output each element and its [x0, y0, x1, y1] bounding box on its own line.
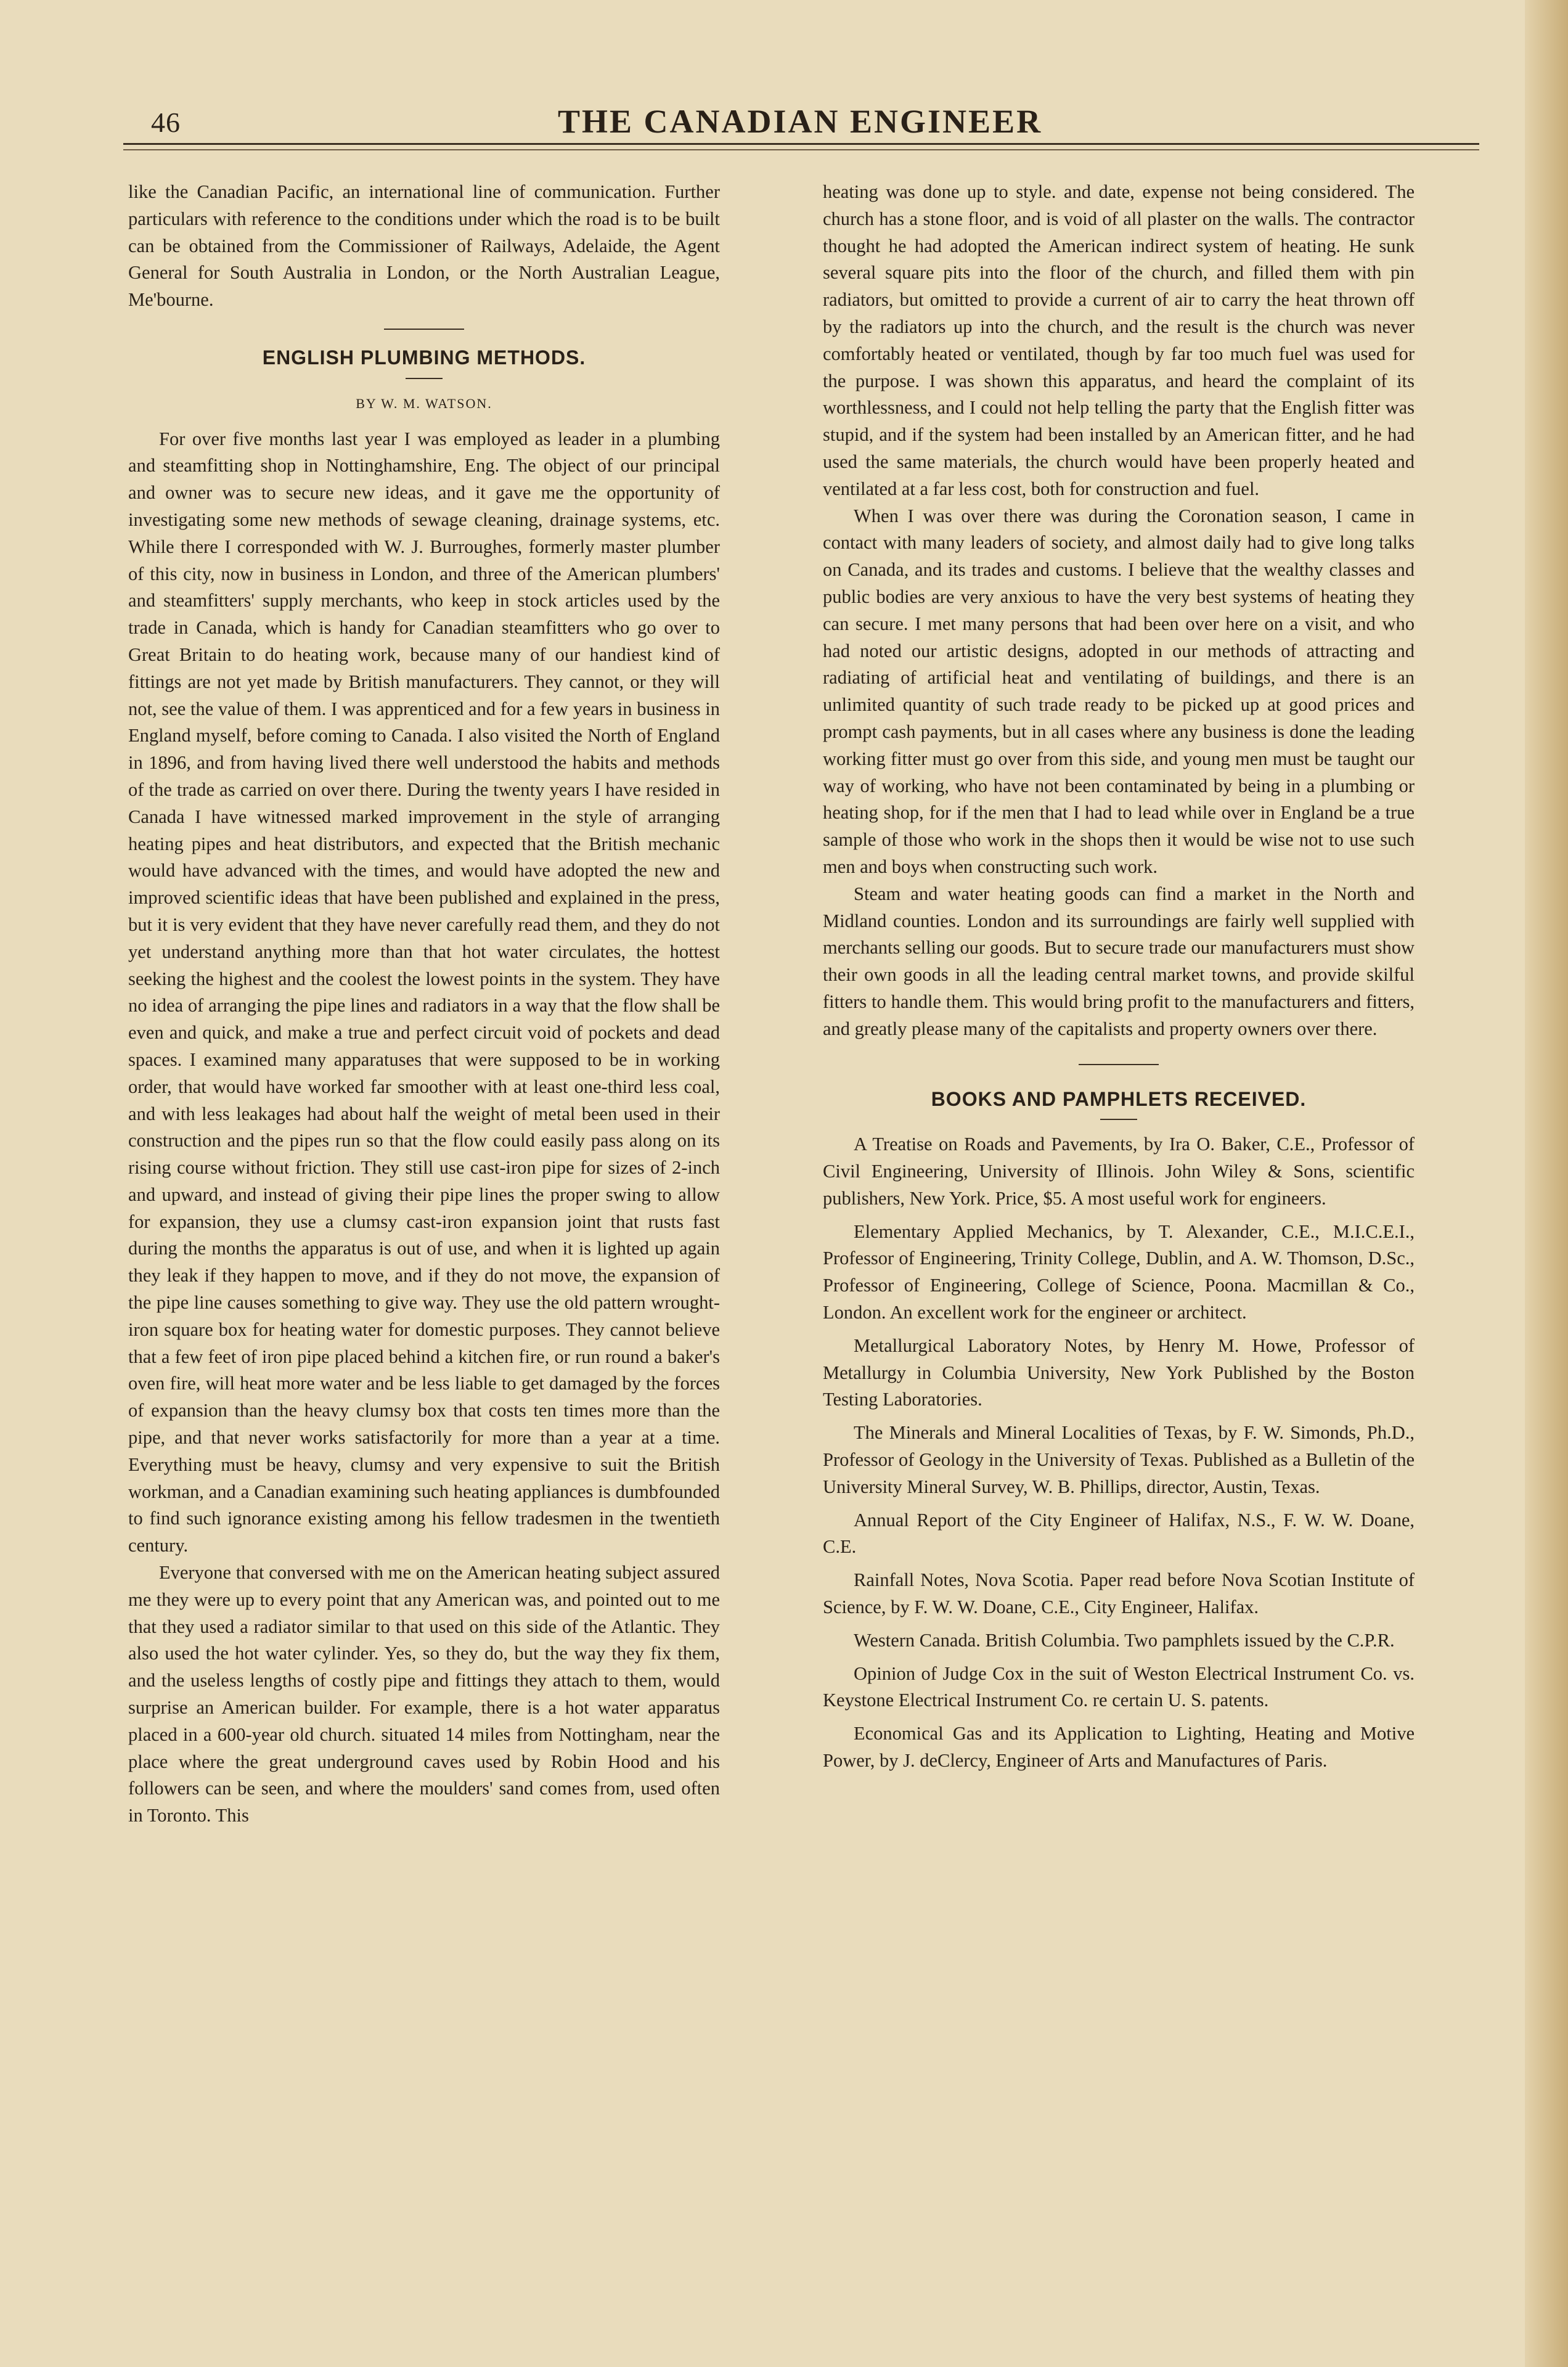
page-edge-shadow — [1525, 0, 1568, 2367]
section-divider — [384, 329, 464, 330]
continued-paragraph: like the Canadian Pacific, an international line of communication. Further particulars with reference to the conditions under which the road is to be built can be obtained from the Commissioner of Railways, Adelaide, the Agent General for South Australia in London, or the North Australian League, Me'bourne. — [128, 181, 720, 311]
book-entry: Western Canada. British Columbia. Two pamphlets issued by the C.P.R. — [854, 1629, 1395, 1651]
page-header — [123, 92, 1479, 148]
left-column — [128, 179, 720, 1829]
book-entry: Elementary Applied Mechanics, by T. Alexander, C.E., M.I.C.E.I., Professor of Engineering, Trinity College, Dublin, and A. W. Thomson, D.Sc., Professor of Engineering, College of Science, Poona. Macmillan & Co., London. An excellent work for the engineer or architect. — [823, 1220, 1415, 1323]
book-entry: Metallurgical Laboratory Notes, by Henry M. Howe, Professor of Metallurgy in Columbia University, New York Published by the Boston Testing Laboratories. — [823, 1335, 1415, 1410]
book-entry: Economical Gas and its Application to Lighting, Heating and Motive Power, by J. deClercy, Engineer of Arts and Manufactures of Paris. — [823, 1723, 1415, 1772]
header-rule-thin — [123, 149, 1479, 150]
page-number: 46 — [151, 107, 181, 138]
book-entry: Opinion of Judge Cox in the suit of Weston Electrical Instrument Co. vs. Keystone Electrical Instrument Co. re certain U. S. patents. — [823, 1662, 1415, 1711]
article-paragraph: heating was done up to style. and date, expense not being considered. The church has a stone floor, and is void of all plaster on the walls. The contractor thought he had adopted the American indirect system of heating. He sunk several square pits into the floor of the church, and filled them with pin radiators, but omitted to provide a current of air to carry the heat thrown off by the radiators up into the church, and the result is the church was never comfortably heated or ventilated, though by far too much fuel was used for the purpose. I was shown this apparatus, and heard the complaint of its worthlessness, and I could not help telling the party that the English fitter was stupid, and if the system had been installed by an American fitter, and he had used the same materials, the church would have been properly heated and ventilated at a far less cost, both for construction and fuel. — [823, 181, 1415, 499]
book-entry: A Treatise on Roads and Pavements, by Ira O. Baker, C.E., Professor of Civil Engineering, University of Illinois. John Wiley & Sons, scientific publishers, New York. Price, $5. A most useful work for engineers. — [823, 1134, 1415, 1209]
header-rule — [123, 143, 1479, 145]
article-paragraph: When I was over there was during the Coronation season, I came in contact with many leaders of society, and almost daily had to give long talks on Canada, and its trades and customs. I believe that the wealthy classes and public bodies are very anxious to have the very best systems of heating they can secure. I met many persons that had been over here on a visit, and who had noted our artistic designs, adopted in our methods of attracting and radiating of artificial heat and ventilating of buildings, and there is an unlimited quantity of such trade ready to be picked up at good prices and prompt cash payments, but in all cases where any business is done the leading working fitter must go over from this side, and young men must be taught our way of working, who have not been contaminated by being in a plumbing or heating shop, for if the men that I had to lead while over in England be a true sample of those who work in the shops then it would be wise not to use such men and boys when constructing such work. — [823, 505, 1415, 877]
article-paragraph: Everyone that conversed with me on the American heating subject assured me they were up to every point that any American was, and pointed out to me that they used a radiator similar to that used on this side of the Atlantic. They also used the hot water cylinder. Yes, so they do, but the way they fix them, and the useless lengths of costly pipe and fittings they attach to them, would surprise an American builder. For example, there is a hot water apparatus placed in a 600-year old church. situated 14 miles from Nottingham, near the place where the great underground caves used by Robin Hood and his followers can be seen, and where the moulders' sand comes from, used often in Toronto. This — [128, 1562, 720, 1826]
books-section-title: BOOKS AND PAMPHLETS RECEIVED. — [931, 1087, 1307, 1110]
right-column — [823, 179, 1415, 1781]
article-paragraph: For over five months last year I was employed as leader in a plumbing and steamfitting shop in Nottinghamshire, Eng. The object of our principal and owner was to secure new ideas, and it gave me the opportunity of investigating some new methods of sewage cleaning, drainage systems, etc. While there I corresponded with W. J. Burroughes, formerly master plumber of this city, now in business in London, and three of the American plumbers' and steamfitters' supply merchants, who keep in stock articles used by the trade in Canada, which is handy for Canadian steamfitters who go over to Great Britain to do heating work, because many of our handiest kind of fittings are not yet made by British manufacturers. They cannot, or they will not, see the value of them. I was apprenticed and for a few years in business in England myself, before coming to Canada. I also visited the North of England in 1896, and from having lived there well understood the habits and methods of the trade as carried on over there. During the twenty years I have resided in Canada I have witnessed marked improvement in the style of arranging heating pipes and heat distributors, and expected that the British mechanic would have advanced with the times, and would have adopted the new and improved scientific ideas that have been published and explained in the press, but it is very evident that they have never carefully read them, and they do not yet understand anything more than that hot water circulates, the hottest seeking the highest and the coolest the lowest points in the system. They have no idea of arranging the pipe lines and radiators in a way that the flow shall be even and quick, and make a true and perfect circuit void of pockets and dead spaces. I examined many apparatuses that were supposed to be in working order, that would have worked far smoother with at least one-third less coal, and with less leakages had about half the weight of metal been used in their construction and the pipes run so that the flow could easily pass along on its rising course without friction. They still use cast-iron pipe for sizes of 2-inch and upward, and instead of giving their pipe lines the proper swing to allow for expansion, they use a clumsy cast-iron expansion joint that rusts fast during the months the apparatus is out of use, and when it is lighted up again they leak if they happen to move, and if they do not move, the expansion of the pipe line causes something to give way. They use the old pattern wrought-iron square box for heating water for domestic purposes. They cannot believe that a few feet of iron pipe placed behind a kitchen fire, or run round a baker's oven fire, will heat more water and be less liable to get damaged by the forces of expansion than the heavy clumsy box that costs ten times more than the pipe, and that never works satisfactorily for more than a year at a time. Everything must be heavy, clumsy and very expensive to suit the British workman, and a Canadian examining such heating appliances is dumbfounded to find such ignorance existing among his fellow tradesmen in the twentieth century. — [128, 428, 720, 1556]
title-rule — [1100, 1119, 1137, 1120]
article-title: ENGLISH PLUMBING METHODS. — [262, 346, 586, 369]
book-entry: Rainfall Notes, Nova Scotia. Paper read before Nova Scotian Institute of Science, by F. W. W. Doane, C.E., City Engineer, Halifax. — [823, 1569, 1415, 1618]
section-divider — [1079, 1064, 1159, 1065]
title-rule — [406, 378, 443, 379]
article-byline: BY W. M. WATSON. — [356, 395, 492, 411]
journal-title: THE CANADIAN ENGINEER — [558, 103, 1043, 140]
article-paragraph: Steam and water heating goods can find a market in the North and Midland counties. London and its surroundings are fairly well supplied with merchants selling our goods. But to secure trade our manufacturers must show their own goods in all the leading central market towns, and provide skilful fitters to handle them. This would bring profit to the manufacturers and fitters, and greatly please many of the capitalists and property owners over there. — [823, 883, 1415, 1039]
book-entry: Annual Report of the City Engineer of Halifax, N.S., F. W. W. Doane, C.E. — [823, 1509, 1415, 1558]
book-entry: The Minerals and Mineral Localities of Texas, by F. W. Simonds, Ph.D., Professor of Geology in the University of Texas. Published as a Bulletin of the University Mineral Survey, W. B. Phillips, director, Austin, Texas. — [823, 1422, 1415, 1497]
